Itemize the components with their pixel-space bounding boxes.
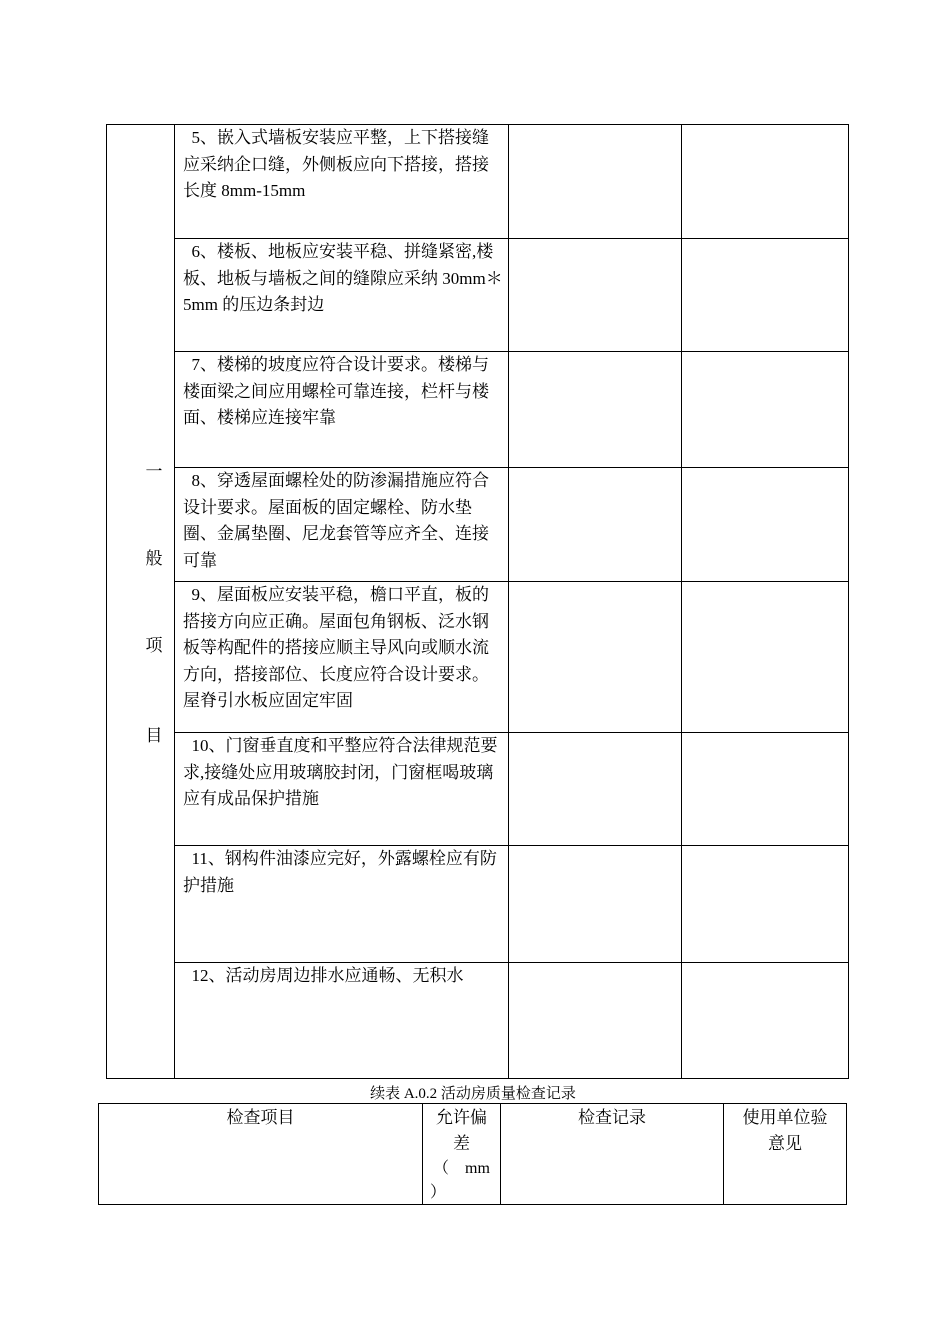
inspection-item-text: 5、嵌入式墙板安装应平整，上下搭接缝应采纳企口缝，外侧板应向下搭接，搭接长度 8mm-15mm: [183, 128, 489, 200]
inspection-item-text: 12、活动房周边排水应通畅、无积水: [183, 966, 464, 985]
inspection-item-text: 7、楼梯的坡度应符合设计要求。楼梯与楼面梁之间应用螺栓可靠连接，栏杆与楼面、楼梯应连接牢靠: [183, 355, 489, 427]
header-tolerance-line: （ mm: [433, 1160, 490, 1177]
header-tolerance-line: ）: [430, 1184, 447, 1201]
header-tolerance-line: 差: [453, 1134, 470, 1153]
inspection-item-text: 10、门窗垂直度和平整应符合法律规范要求,接缝处应用玻璃胶封闭，门窗框喝玻璃应有成品保护措施: [183, 736, 498, 808]
inspection-item-text: 11、钢构件油漆应完好，外露螺栓应有防护措施: [183, 849, 497, 895]
header-tolerance-line: 允许偏: [436, 1108, 487, 1127]
header-user-opinion-line: 意见: [768, 1134, 802, 1153]
header-inspection-record: 检查记录: [578, 1108, 646, 1127]
inspection-item-text: 8、穿透屋面螺栓处的防渗漏措施应符合设计要求。屋面板的固定螺栓、防水垫圈、金属垫圈、尼龙套管等应齐全、连接可靠: [183, 471, 489, 570]
header-inspection-item: 检查项目: [226, 1108, 295, 1127]
header-user-opinion-line: 使用单位验: [742, 1108, 828, 1127]
inspection-item-text: 9、屋面板应安装平稳，檐口平直，板的搭接方向应正确。屋面包角钢板、泛水钢板等构配件的搭接应顺主导风向或顺水流方向，搭接部位、长度应符合设计要求。屋脊引水板应固定牢固: [183, 585, 489, 710]
section-label-char: 一: [145, 462, 163, 481]
section-label-char: 般: [145, 549, 163, 568]
table-caption: 续表 A.0.2 活动房质量检查记录: [370, 1086, 576, 1102]
section-label-char: 目: [145, 726, 163, 745]
inspection-item-text: 6、楼板、地板应安装平稳、拼缝紧密,楼板、地板与墙板之间的缝隙应采纳 30mm＊5mm 的压边条封边: [183, 242, 503, 314]
section-label-char: 项: [145, 636, 163, 655]
